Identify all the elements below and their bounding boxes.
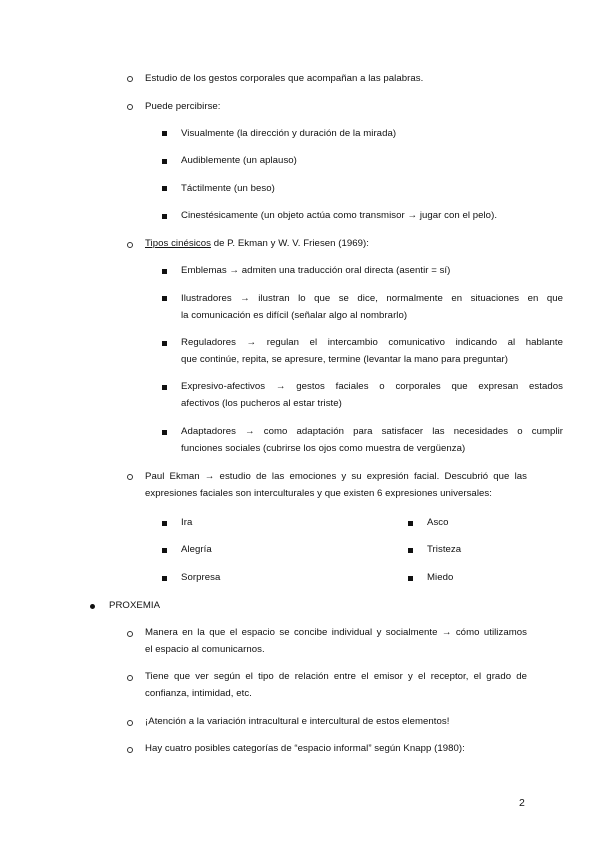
manera-line-2: el espacio al comunicarnos. bbox=[145, 644, 265, 655]
circle-bullet bbox=[127, 720, 133, 726]
audible-text: Audiblemente (un aplauso) bbox=[181, 155, 297, 166]
paul-ekman-line-2: expresiones faciales son interculturales y que existen 6 expresiones universales: bbox=[145, 488, 492, 499]
square-bullet bbox=[162, 430, 167, 435]
square-bullet bbox=[162, 341, 167, 346]
paul-ekman-line-1: Paul Ekman → estudio de las emociones y su expresión facial. Descubrió que las bbox=[145, 471, 527, 482]
adaptadores-line-2: funciones sociales (cubrirse los ojos como muestra de vergüenza) bbox=[181, 443, 466, 454]
gestos-text: Estudio de los gestos corporales que acompañan a las palabras. bbox=[145, 73, 424, 84]
square-bullet bbox=[162, 186, 167, 191]
disc-bullet bbox=[90, 604, 95, 609]
emotion-item: Tristeza bbox=[427, 544, 462, 555]
circle-bullet bbox=[127, 747, 133, 753]
square-bullet bbox=[162, 576, 167, 581]
circle-bullet bbox=[127, 675, 133, 681]
proxemia-heading: PROXEMIA bbox=[109, 600, 161, 611]
puede-text: Puede percibirse: bbox=[145, 101, 221, 112]
tactil-text: Táctilmente (un beso) bbox=[181, 183, 275, 194]
tipos-link[interactable]: Tipos cinésicos bbox=[145, 238, 211, 249]
square-bullet bbox=[162, 131, 167, 136]
visual-text: Visualmente (la dirección y duración de la mirada) bbox=[181, 128, 397, 139]
emotion-item: Miedo bbox=[427, 572, 454, 583]
cinest-text: Cinestésicamente (un objeto actúa como transmisor → jugar con el pelo). bbox=[181, 210, 498, 221]
reguladores-line-2: que continúe, repita, se apresure, termine (levantar la mano para preguntar) bbox=[181, 354, 508, 365]
expresivo-line-1: Expresivo-afectivos → gestos faciales o corporales que expresan estados bbox=[181, 381, 563, 392]
atencion-text: ¡Atención a la variación intracultural e intercultural de estos elementos! bbox=[145, 716, 450, 727]
tipos-line bbox=[145, 238, 369, 250]
ilustradores-line-2: la comunicación es difícil (señalar algo al nombrarlo) bbox=[181, 310, 408, 321]
ilustradores-line-1: Ilustradores → ilustran lo que se dice, normalmente en situaciones en que bbox=[181, 293, 563, 304]
circle-bullet bbox=[127, 104, 133, 110]
emotion-item: Sorpresa bbox=[181, 572, 221, 583]
square-bullet bbox=[162, 214, 167, 219]
hay-text: Hay cuatro posibles categorías de “espacio informal” según Knapp (1980): bbox=[145, 743, 465, 754]
circle-bullet bbox=[127, 242, 133, 248]
reguladores-line-1: Reguladores → regulan el intercambio comunicativo indicando al hablante bbox=[181, 337, 563, 348]
square-bullet bbox=[162, 521, 167, 526]
emblemas-text: Emblemas → admiten una traducción oral directa (asentir = sí) bbox=[181, 265, 451, 276]
circle-bullet bbox=[127, 76, 133, 82]
expresivo-line-2: afectivos (los pucheros al estar triste) bbox=[181, 398, 342, 409]
circle-bullet bbox=[127, 631, 133, 637]
circle-bullet bbox=[127, 474, 133, 480]
square-bullet bbox=[162, 159, 167, 164]
tiene-line-1: Tiene que ver según el tipo de relación entre el emisor y el receptor, el grado de bbox=[145, 671, 527, 682]
tiene-line-2: confianza, intimidad, etc. bbox=[145, 688, 252, 699]
page-number: 2 bbox=[519, 797, 525, 809]
square-bullet bbox=[162, 296, 167, 301]
adaptadores-line-1: Adaptadores → como adaptación para satisfacer las necesidades o cumplir bbox=[181, 426, 563, 437]
square-bullet bbox=[162, 269, 167, 274]
square-bullet bbox=[408, 548, 413, 553]
manera-line-1: Manera en la que el espacio se concibe individual y socialmente → cómo utilizamos bbox=[145, 627, 527, 638]
square-bullet bbox=[408, 521, 413, 526]
emotion-item: Asco bbox=[427, 517, 449, 528]
square-bullet bbox=[162, 548, 167, 553]
tipos-rest: de P. Ekman y W. V. Friesen (1969): bbox=[210, 238, 370, 249]
square-bullet bbox=[162, 385, 167, 390]
emotion-item: Alegría bbox=[181, 544, 212, 555]
square-bullet bbox=[408, 576, 413, 581]
emotion-item: Ira bbox=[181, 517, 193, 528]
